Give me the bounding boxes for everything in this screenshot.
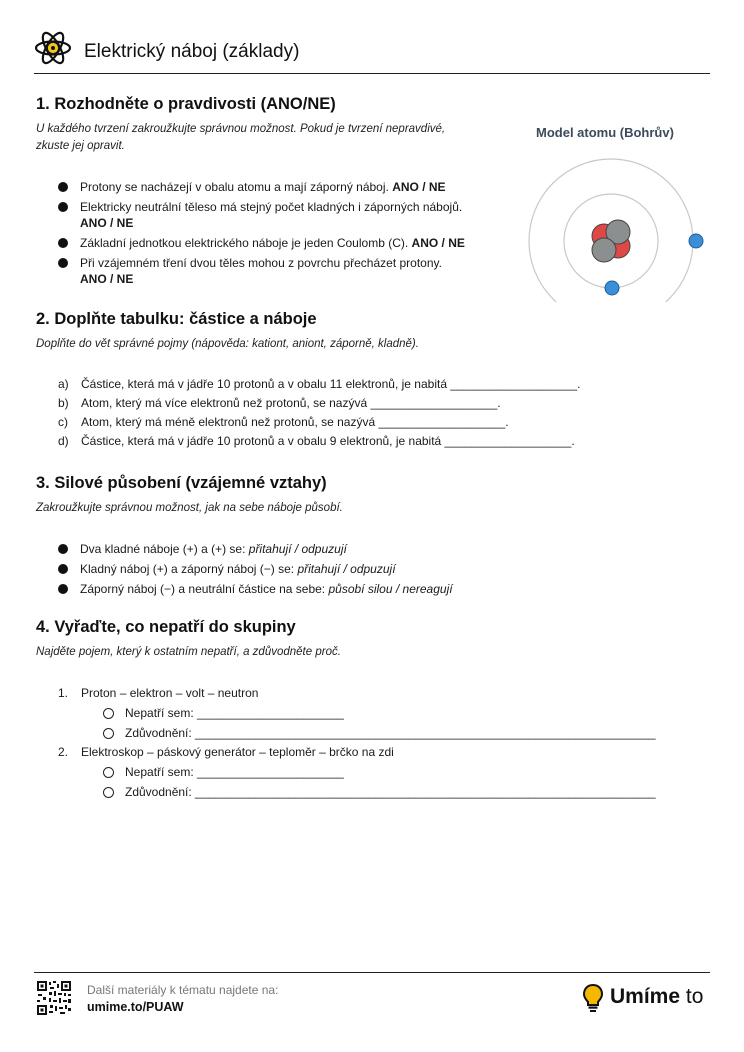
list-item — [58, 179, 498, 199]
answer-option[interactable]: ANO / NE — [80, 216, 134, 230]
bullet-icon — [58, 564, 68, 574]
bullet-icon — [58, 238, 68, 248]
circle-bullet-icon — [103, 728, 114, 739]
section1-instruction-line1: U každého tvrzení zakroužkujte správnou možnost. Pokud je tvrzení nepravdivé, — [36, 123, 446, 135]
belongs-field[interactable]: Nepatří sem: ______________________ — [58, 703, 618, 723]
list-item — [58, 561, 558, 581]
section3-instruction: Zakroužkujte správnou možnost, jak na sebe náboje působí. — [36, 502, 343, 514]
list-item: c) Atom, který má méně elektronů než protonů, se nazývá ___________________. — [58, 415, 509, 429]
qr-code-icon[interactable] — [36, 980, 72, 1016]
bullet-icon — [58, 258, 68, 268]
bullet-icon — [58, 544, 68, 554]
list-item: b) Atom, který má více elektronů než protonů, se nazývá ___________________. — [58, 396, 501, 410]
footer-divider — [34, 972, 710, 973]
statement-text: Elektricky neutrální těleso má stejný počet kladných i záporných nábojů. — [80, 200, 463, 214]
answer-option[interactable]: přitahují / odpuzují — [297, 562, 396, 576]
answer-option[interactable]: ANO / NE — [392, 180, 446, 194]
page-header — [34, 28, 710, 74]
list-item — [58, 199, 498, 235]
section4-heading: 4. Vyřaďte, co nepatří do skupiny — [36, 618, 296, 636]
answer-option[interactable]: ANO / NE — [411, 236, 465, 250]
group-text: Elektroskop – páskový generátor – teploměr – brčko na zdi — [81, 745, 394, 759]
reason-field[interactable]: Zdůvodnění: _____________________________________________________________________ — [58, 723, 618, 743]
neutron — [592, 238, 616, 262]
section4-list — [58, 684, 656, 802]
list-item: a) Částice, která má v jádře 10 protonů a v obalu 11 elektronů, je nabitá ___________________. — [58, 377, 581, 391]
circle-bullet-icon — [103, 767, 114, 778]
bohr-atom-diagram — [520, 152, 710, 302]
bullet-icon — [58, 182, 68, 192]
section4-instruction: Najděte pojem, který k ostatním nepatří, a zdůvodněte proč. — [36, 646, 341, 658]
answer-option[interactable]: působí silou / nereagují — [328, 582, 453, 596]
list-item — [58, 255, 498, 291]
answer-option[interactable]: ANO / NE — [80, 272, 134, 286]
footer-link[interactable]: umime.to/PUAW — [87, 1000, 184, 1014]
fill-in-sentence[interactable]: Částice, která má v jádře 10 protonů a v obalu 11 elektronů, je nabitá ___________________. — [81, 377, 581, 391]
list-item: d) Částice, která má v jádře 10 protonů a v obalu 9 elektronů, je nabitá ___________________. — [58, 434, 575, 448]
fill-in-sentence[interactable]: Atom, který má více elektronů než protonů, se nazývá ___________________. — [81, 396, 501, 410]
fill-in-sentence[interactable]: Částice, která má v jádře 10 protonů a v obalu 9 elektronů, je nabitá ___________________. — [81, 434, 575, 448]
brand-logo[interactable] — [582, 982, 712, 1016]
list-item: 2. Elektroskop – páskový generátor – teploměr – brčko na zdi — [58, 745, 394, 759]
electron — [605, 281, 619, 295]
section1-instruction-line2: zkuste jej opravit. — [36, 140, 125, 152]
brand-name: Umíme — [610, 985, 681, 1008]
answer-option[interactable]: přitahují / odpuzují — [248, 542, 347, 556]
statement-text: Základní jednotkou elektrického náboje je jeden Coulomb (C). — [80, 236, 412, 250]
statement-text: Protony se nacházejí v obalu atomu a mají záporný náboj. — [80, 180, 393, 194]
lightbulb-icon — [582, 983, 604, 1013]
fill-in-sentence[interactable]: Atom, který má méně elektronů než protonů, se nazývá ___________________. — [81, 415, 509, 429]
bullet-icon — [58, 202, 68, 212]
belongs-field[interactable]: Nepatří sem: ______________________ — [58, 762, 618, 782]
section3-heading: 3. Silové působení (vzájemné vztahy) — [36, 474, 327, 492]
section2-instruction: Doplňte do vět správné pojmy (nápověda: kationt, aniont, záporně, kladně). — [36, 338, 419, 350]
atom-logo-icon — [34, 28, 72, 68]
section1-heading: 1. Rozhodněte o pravdivosti (ANO/NE) — [36, 95, 336, 113]
electron — [689, 234, 703, 248]
section1-list — [58, 179, 498, 291]
reason-field[interactable]: Zdůvodnění: _____________________________________________________________________ — [58, 782, 618, 802]
section2-heading: 2. Doplňte tabulku: částice a náboje — [36, 310, 317, 328]
statement-text: Dva kladné náboje (+) a (+) se: — [80, 542, 249, 556]
list-item — [58, 581, 558, 601]
list-item — [58, 541, 558, 561]
circle-bullet-icon — [103, 708, 114, 719]
statement-text: Při vzájemném tření dvou těles mohou z povrchu přecházet protony. — [80, 256, 442, 270]
statement-text: Záporný náboj (−) a neutrální částice na sebe: — [80, 582, 329, 596]
circle-bullet-icon — [103, 787, 114, 798]
page-title: Elektrický náboj (základy) — [84, 41, 300, 62]
footer-more-text: Další materiály k tématu najdete na: — [87, 983, 279, 997]
statement-text: Kladný náboj (+) a záporný náboj (−) se: — [80, 562, 298, 576]
section3-list — [58, 541, 558, 601]
group-text: Proton – elektron – volt – neutron — [81, 686, 259, 700]
model-title: Model atomu (Bohrův) — [536, 125, 674, 140]
brand-suffix: to — [680, 985, 704, 1008]
list-item — [58, 235, 498, 255]
bullet-icon — [58, 584, 68, 594]
section2-list — [58, 375, 658, 451]
list-item: 1. Proton – elektron – volt – neutron — [58, 686, 259, 700]
